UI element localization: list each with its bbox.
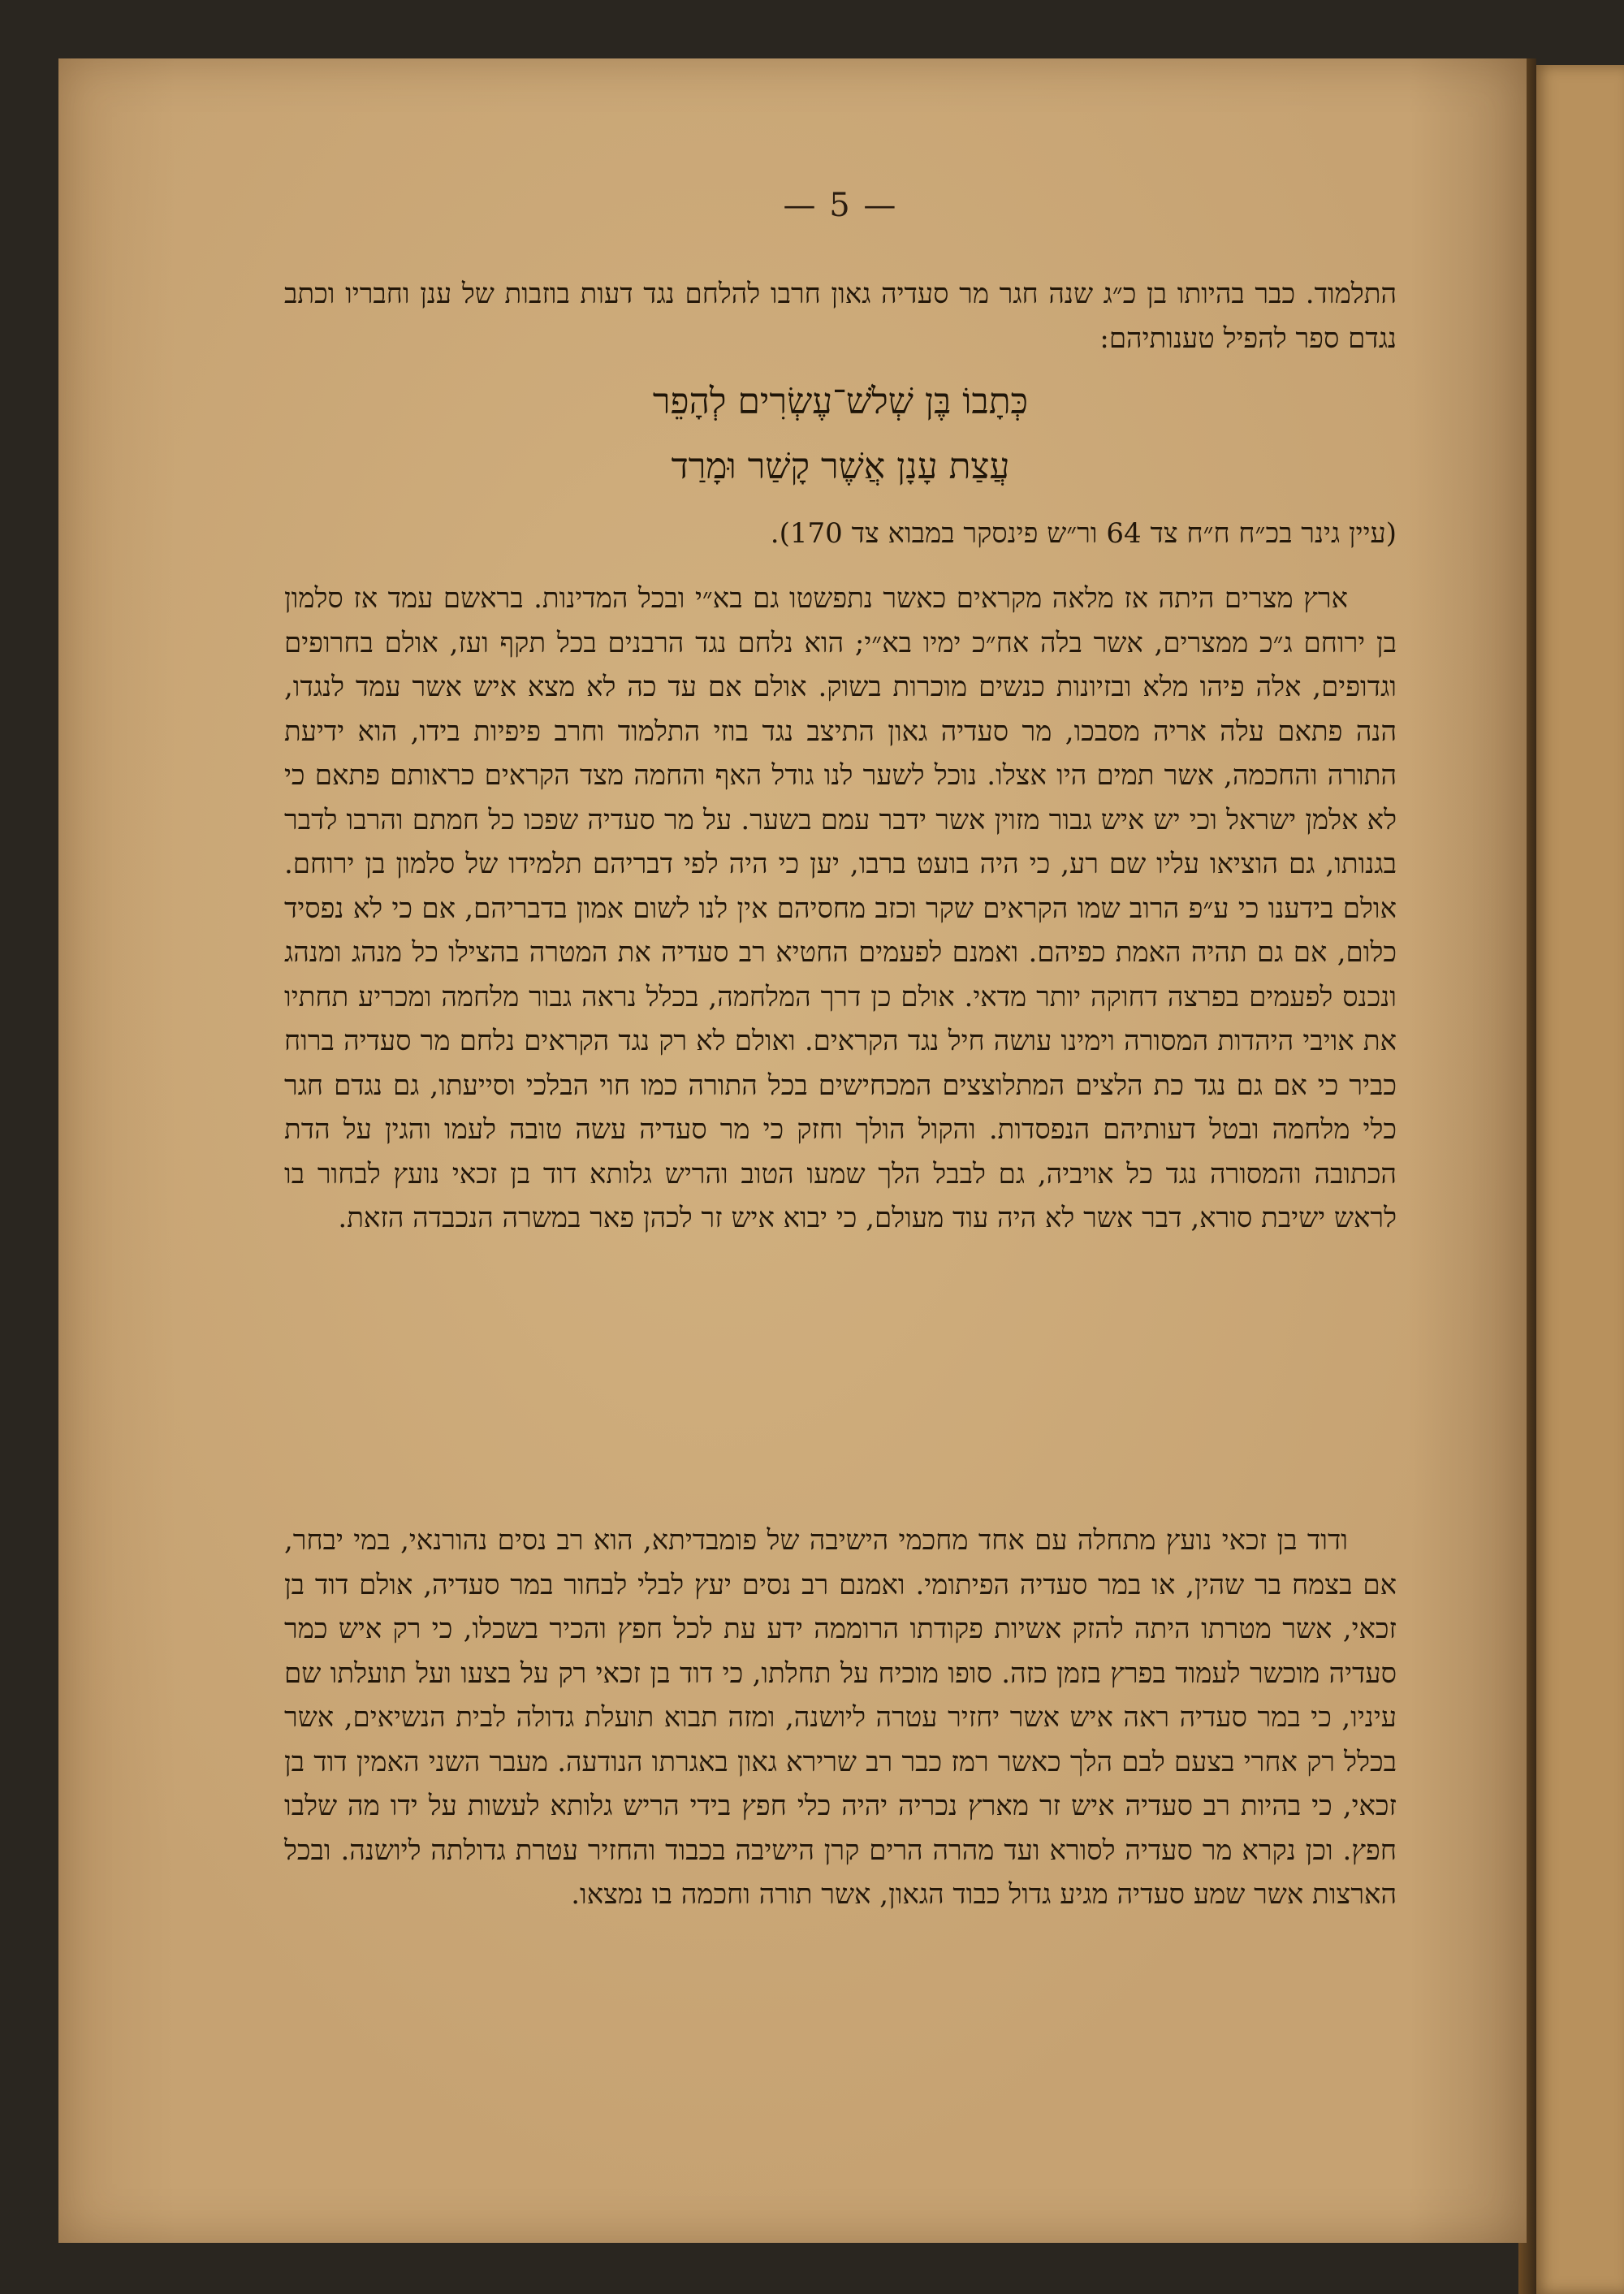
intro-text: התלמוד. כבר בהיותו בן כ״ג שנה חגר מר סעדיה גאון חרבו להלחם נגד דעות בוזבות של ענן וחבריו וכתב נגדם ספר להפיל טענותיהם: [284,278,1397,355]
adjacent-page-edge [1533,65,1624,2294]
paragraph-2-text: ודוד בן זכאי נועץ מתחלה עם אחד מחכמי הישיבה של פומבדיתא, הוא רב נסים נהורנאי, במי יבחר, אם בצמח בר שהין, או במר סעדיה הפיתומי. ואמנם רב נסים יעץ לבלי לבחור במר סעדיה, אולם דוד בן זכאי, אשר מטרתו היתה להזק אשיות פקודתו הרוממה ידע עת לכל חפץ והכיר בשכלו, כי רק איש כמר סעדיה מוכשר לעמוד בפרץ בזמן כזה. סופו מוכיח על תחלתו, כי דוד בן זכאי רק על בצעו ועל תועלתו שם עיניו, כי במר סעדיה ראה איש אשר יחזיר עטרה ליושנה, ומזה תבוא תועלת גדולה לבית הנשיאים, אשר בכלל רק אחרי בצעם לבם הלך כאשר רמז כבר רב שרירא גאון באגרתו הנודעה. מעבר השני האמין דוד בן זכאי, כי בהיות רב סעדיה איש זר מארץ נכריה יהיה כלי חפץ בידי הריש גלותא לעשות על ידו מה שלבו חפץ. וכן נקרא מר סעדיה לסורא ועד מהרה הרים קרן הישיבה בכבוד והחזיר עטרת גדולתה ליושנה. ובכל הארצות אשר שמע סעדיה מגיע גדול כבוד הגאון, אשר תורה וחכמה בו נמצאו. [284,1524,1397,1911]
paragraph-1-text: ארץ מצרים היתה אז מלאה מקראים כאשר נתפשטו גם בא״י ובכל המדינות. בראשם עמד אז סלמון בן ירוחם ג״כ ממצרים, אשר בלה אח״כ ימיו בא״י; הוא נלחם נגד הרבנים בכל תקף ועז, אולם בחרופים וגדופים, אלה פיהו מלא ובזיונות כנשים מוכרות בשוק. אולם אם עד כה לא מצא איש אשר עמד לנגדו, הנה פתאם עלה אריה מסבכו, מר סעדיה גאון התיצב נגד בוזי התלמוד וחרב פיפיות בידו, הוא ידיעת התורה והחכמה, אשר תמים היו אצלו. נוכל לשער לנו גודל האף והחמה מצד הקראים כראותם פתאם כי לא אלמן ישראל וכי יש איש גבור מזוין אשר ידבר עמם בשער. על מר סעדיה שפכו כל חמתם והרבו לדבר בגנותו, גם הוציאו עליו שם רע, כי היה בועט ברבו, יען כי היה לפי דבריהם תלמידו של סלמון בן ירוחם. אולם בידענו כי ע״פ הרוב שמו הקראים שקר וכזב מחסיהם אין לנו לשום אמון בדבריהם, אם כי לא נפסיד כלום, אם גם תהיה האמת כפיהם. ואמנם לפעמים החטיא רב סעדיה את המטרה בהצילו כל מנהג ומנהג ונכנס לפעמים בפרצה דחוקה יותר מדאי. אולם כן דרך המלחמה, בכלל נראה גבור מלחמה ומכריע תחתיו את אויבי היהדות המסורה וימינו עושה חיל נגד הקראים. ואולם לא רק נגד הקראים נלחם מר סעדיה ברוח כביר כי אם גם נגד כת הלצים המתלוצצים המכחישים בכל התורה כמו חוי הבלכי וסייעתו, גם נגדם חגר כלי מלחמה ובטל דעותיהם הנפסדות. והקול הולך וחזק כי מר סעדיה עשה טובה לעמו והגין על הדת הכתובה והמסורה נגד כל אויביה, גם לבבל הלך שמעו הטוב והריש גלותא דוד בן זכאי נועץ לבחור בו לראש ישיבת סורא, דבר אשר לא היה עוד מעולם, כי יבוא איש זר לכהן פאר במשרה הנכבדה הזאת. [284,582,1397,1234]
citation: (עיין גינר בכ״ח ח״ח צד 64 ור״ש פינסקר במבוא צד 170). [770,517,1397,550]
page-number: — 5 — [783,187,898,224]
body-paragraph-1 [284,577,1397,1241]
poem [284,369,1397,499]
body-paragraph-2 [284,1519,1397,1917]
poem-line-2: עֲצַת עָנָן אֲשֶׁר קָשַׁר וּמָרַד [671,446,1010,487]
poem-line-1: כְּתָבוֹ בֶּן שְׁלֹשׁ־עֶשְׂרִים לְהָפֵר [652,381,1029,422]
intro-paragraph [284,272,1397,361]
